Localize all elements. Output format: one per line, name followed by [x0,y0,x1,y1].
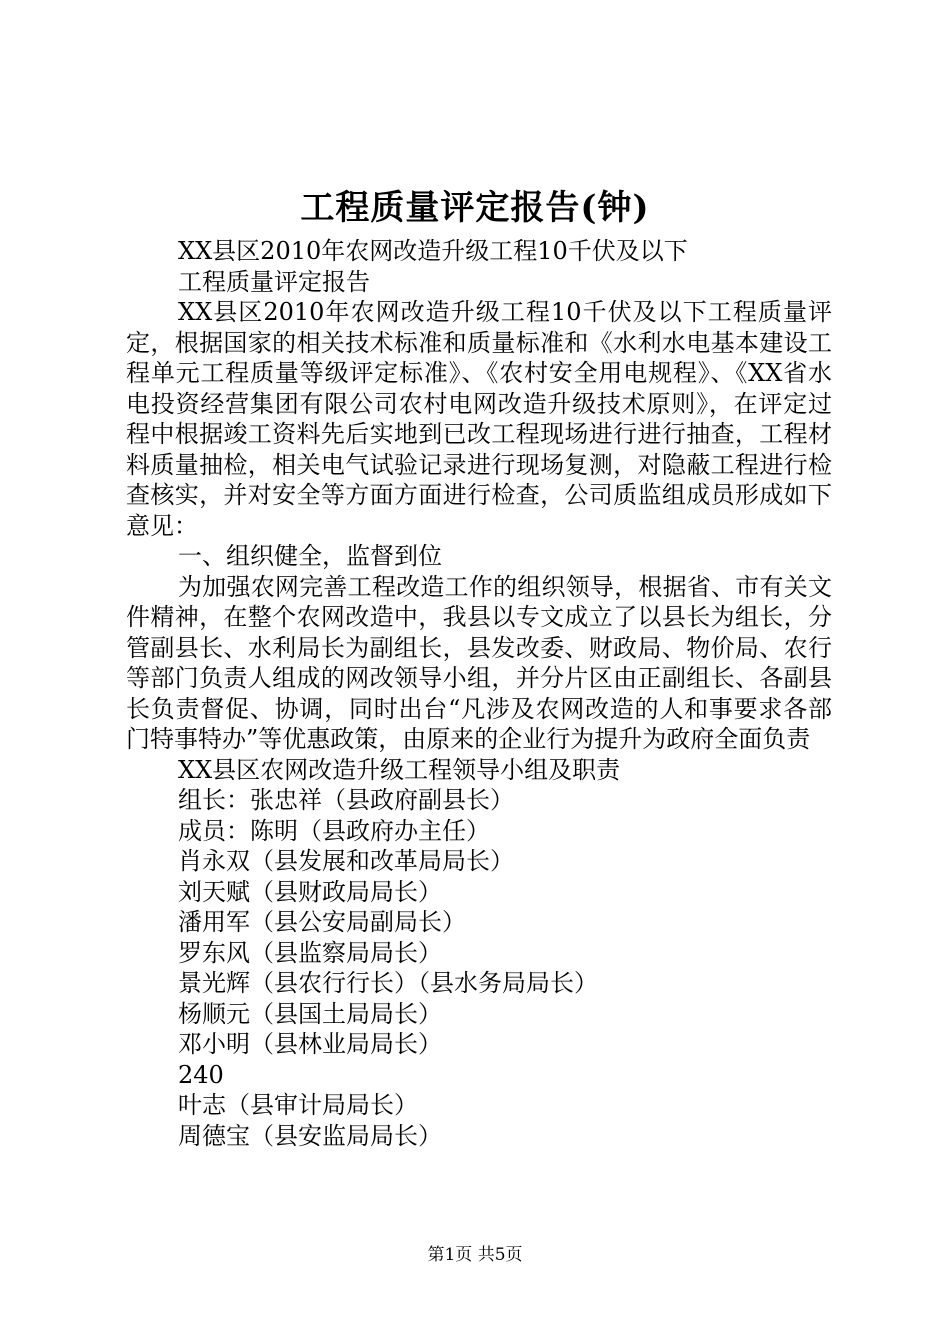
member-line: 成员：陈明（县政府办主任） [178,816,490,845]
page-number-inline: 240 [178,1060,224,1089]
paragraph-intro: XX县区2010年农网改造升级工程10千伏及以下工程质量评定，根据国家的相关技术标准和质量标准和《水利水电基本建设工程单元工程质量等级评定标准》、《农村安全用电规程》、《XX省水电投资经营集团有限公司农村电网改造升级技术原则》，在评定过程中根据竣工资料先后实地到已改工程现场进行进行抽查，工程材料质量抽检，相关电气试验记录进行现场复测，对隐蔽工程进行检查核实，并对安全等方面方面进行检查，公司质监组成员形成如下意见： [126,298,832,540]
member-line: 刘天赋（县财政局局长） [178,877,442,906]
member-line: 罗东风（县监察局局长） [178,938,442,967]
member-line: 肖永双（县发展和改革局局长） [178,847,514,875]
member-line: 组长：张忠祥（县政府副县长） [178,786,514,814]
member-line: 景光辉（县农行行长）（县水务局局长） [178,969,598,997]
section-heading-organization: 一、组织健全，监督到位 [178,542,442,570]
page-footer: 第1页 共5页 [427,1245,523,1265]
paragraph-organization: 为加强农网完善工程改造工作的组织领导，根据省、市有关文件精神，在整个农网改造中，我县以专文成立了以县长为组长，分管副县长、水利局长为副组长，县发改委、财政局、物价局、农行等部门负责人组成的网改领导小组，并分片区由正副组长、各副县长负责督促、协调，同时出台“凡涉及农网改造的人和事要求各部门特事特办”等优惠政策，由原来的企业行为提升为政府全面负责 [126,572,832,753]
member-line: 杨顺元（县国土局局长） [178,999,442,1028]
leading-group-heading: XX县区农网改造升级工程领导小组及职责 [178,755,621,784]
document-title: 工程质量评定报告(钟) [300,188,650,228]
subtitle-line-2: 工程质量评定报告 [178,267,370,296]
member-line: 潘用军（县公安局副局长） [178,908,466,936]
document-body [126,236,832,1151]
member-line: 叶志（县审计局局长） [178,1091,418,1119]
member-line: 邓小明（县林业局局长） [178,1030,442,1058]
member-line: 周德宝（县安监局局长） [178,1121,442,1150]
subtitle-line-1: XX县区2010年农网改造升级工程10千伏及以下 [178,237,688,265]
